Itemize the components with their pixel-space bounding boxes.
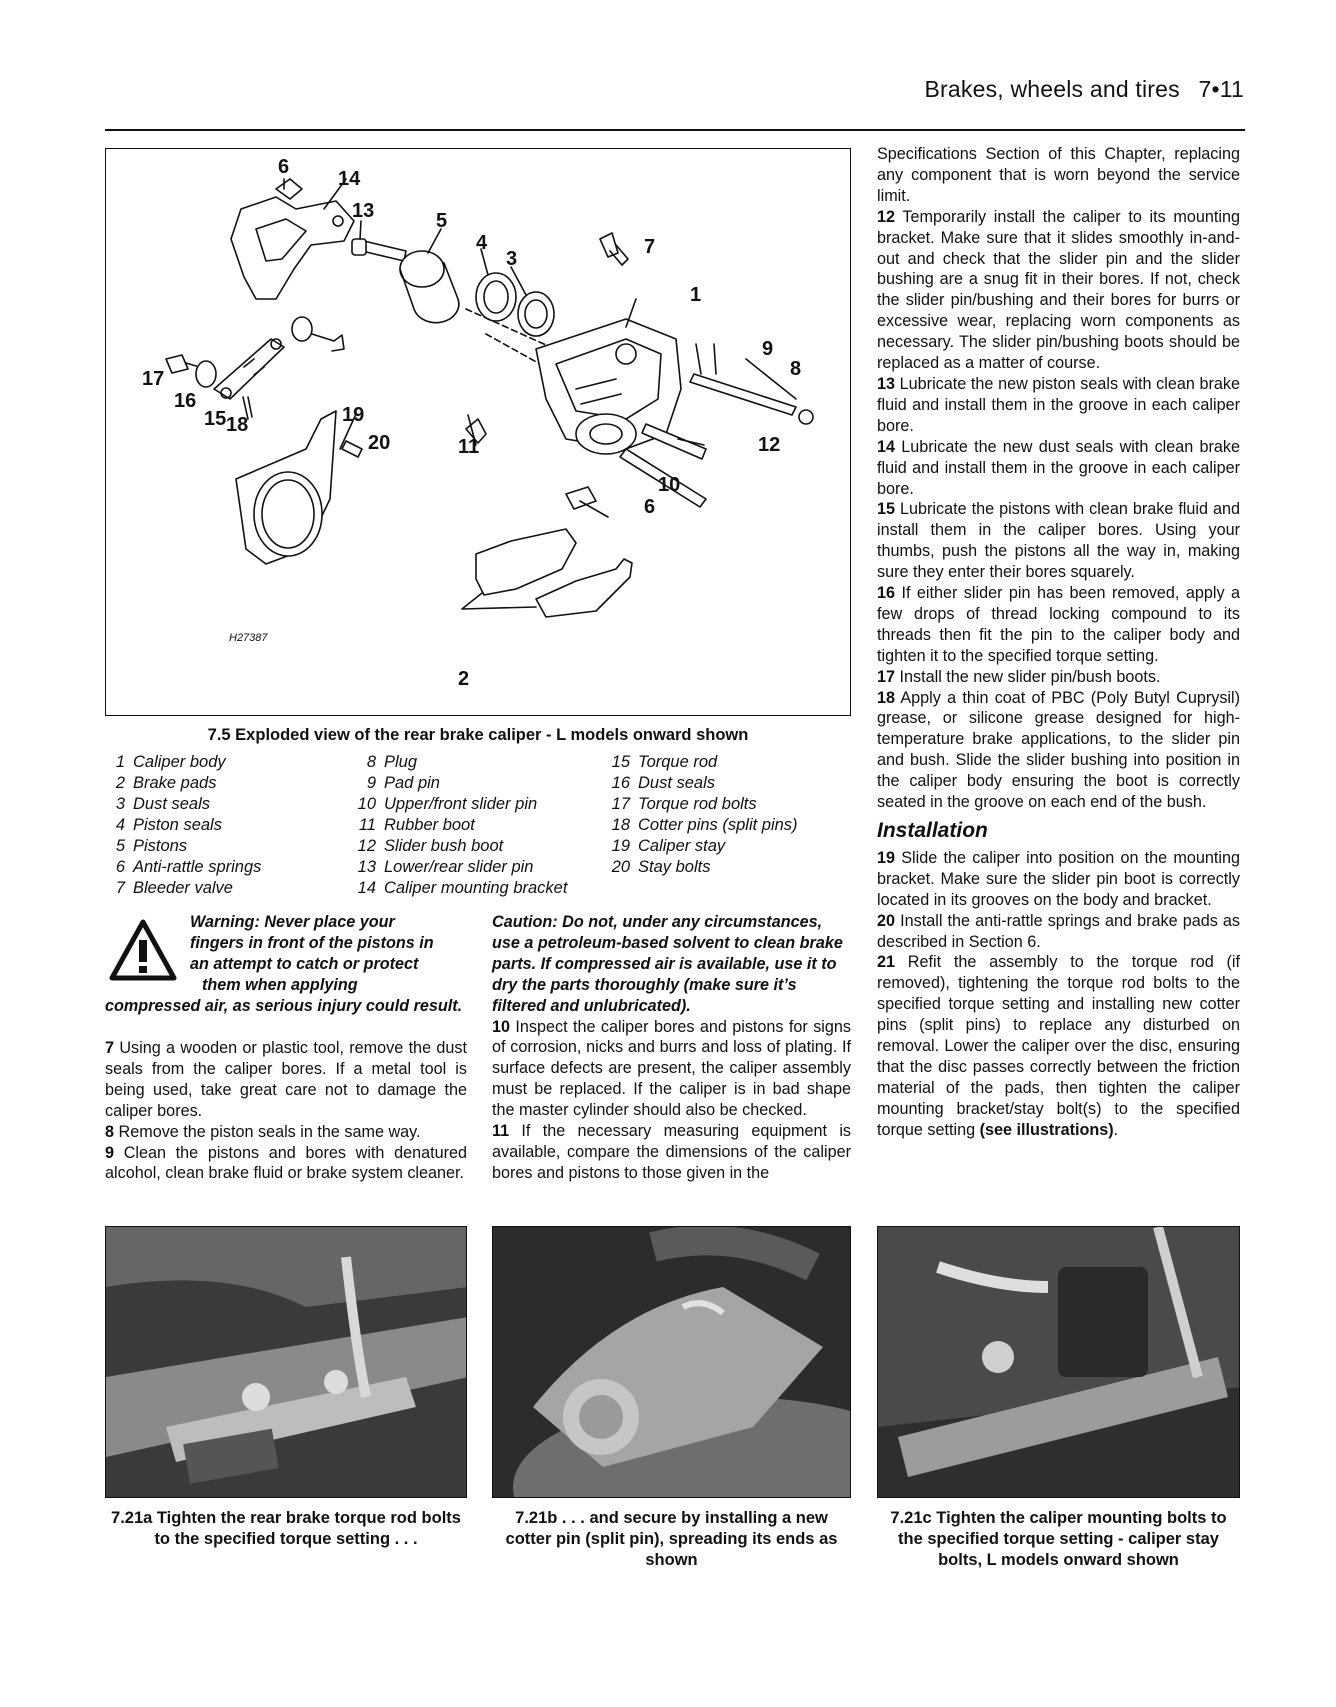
callout-label: 10 [658, 474, 681, 496]
legend-item: 10 Upper/front slider pin [357, 795, 538, 813]
page-header [925, 76, 1245, 103]
callout-label: 5 [436, 210, 448, 232]
chapter-title: Brakes, wheels and tires [924, 76, 1180, 102]
paragraph: 15 Lubricate the pistons with clean brake fluid and install them in the caliper bores. Using your thumbs, push the pistons all the way in, making sure they enter their bores squarely. [877, 500, 1241, 582]
photo-caption: 7.21c Tighten the caliper mounting bolts to the specified torque setting - caliper stay bolts, L models onward shown [890, 1509, 1227, 1569]
paragraph: 10 Inspect the caliper bores and pistons for signs of corrosion, nicks and burrs and loss of plating. If surface defects are present, the caliper assembly must be replaced. If the caliper is in bad shape the master cylinder should also be checked. [492, 1017, 851, 1120]
callout-label: 7 [644, 236, 656, 258]
legend-item: 7 Bleeder valve [115, 879, 233, 897]
column-1-text [105, 1038, 467, 1184]
paragraph: 20 Install the anti-rattle springs and brake pads as described in Section 6. [877, 911, 1240, 951]
column-3-text [877, 144, 1240, 1141]
legend-item: 18 Cotter pins (split pins) [611, 816, 798, 834]
callout-label: 14 [338, 168, 361, 190]
callout-label: 8 [790, 358, 802, 380]
paragraph: 7 Using a wooden or plastic tool, remove the dust seals from the caliper bores. If a metal tool is being used, take great care not to damage the caliper bores. [105, 1039, 467, 1120]
callout-label: 16 [174, 390, 197, 412]
photo-cotter-pin [492, 1226, 851, 1498]
caution-note: Caution: Do not, under any circumstances, use a petroleum-based solvent to clean brake parts. If compressed air is available, use it to dry the parts thoroughly (make sure it’s filtered and unlubricated). [492, 913, 843, 1015]
legend-item: 2 Brake pads [115, 774, 217, 792]
paragraph: 16 If either slider pin has been removed, apply a few drops of thread locking compound to its threads then fit the pin to the caliper body and tighten it to the specified torque setting. [877, 584, 1240, 665]
section-heading: Installation [877, 819, 988, 842]
paragraph: Specifications Section of this Chapter, replacing any component that is worn beyond the service limit. [877, 145, 1240, 205]
warning-icon [108, 918, 178, 987]
legend-item: 16 Dust seals [611, 774, 716, 792]
photo-caption: 7.21b . . . and secure by installing a new cotter pin (split pin), spreading its ends as shown [505, 1509, 838, 1569]
legend-item: 3 Dust seals [115, 795, 211, 813]
legend-item: 11 Rubber boot [358, 816, 475, 834]
callout-label: 20 [368, 432, 391, 454]
paragraph: 13 Lubricate the new piston seals with clean brake fluid and install them in the groove in each caliper bore. [877, 374, 1240, 435]
page-number: 7•11 [1198, 76, 1244, 102]
paragraph: 19 Slide the caliper into position on the mounting bracket. Make sure the slider pin boot is correctly located in its grooves on the body and bracket. [877, 848, 1240, 909]
legend-item: 19 Caliper stay [611, 837, 726, 855]
paragraph: 11 If the necessary measuring equipment is available, compare the dimensions of the caliper bores and pistons to those given in the [492, 1122, 852, 1182]
exploded-diagram [105, 148, 851, 716]
callout-label: 19 [342, 404, 365, 426]
legend-col-2 [346, 752, 567, 899]
legend-item: 8 Plug [366, 753, 418, 771]
diagram-ref-code: H27387 [229, 632, 268, 644]
callout-label: 1 [690, 284, 702, 306]
paragraph: 9 Clean the pistons and bores with denatured alcohol, clean brake fluid or brake system cleaner. [105, 1143, 467, 1183]
legend-item: 4 Piston seals [115, 816, 222, 834]
column-2-text [492, 912, 851, 1184]
photo-torque-rod-bolts [105, 1226, 467, 1498]
callout-label: 4 [476, 232, 488, 254]
legend-col-1 [105, 752, 261, 899]
paragraph: 17 Install the new slider pin/bush boots. [877, 667, 1161, 686]
callout-label: 13 [352, 200, 375, 222]
paragraph: 14 Lubricate the new dust seals with clean brake fluid and install them in the groove in each caliper bore. [877, 437, 1240, 498]
callout-label: 11 [458, 436, 480, 458]
legend-item: 15 Torque rod [611, 753, 718, 771]
caliper-diagram-drawing [106, 149, 852, 717]
legend-item: 14 Caliper mounting bracket [357, 879, 568, 897]
callout-label: 18 [226, 414, 249, 436]
callout-label: 3 [506, 248, 518, 270]
legend-item: 12 Slider bush boot [357, 837, 504, 855]
legend-item: 20 Stay bolts [611, 858, 711, 876]
legend-item: 9 Pad pin [366, 774, 440, 792]
paragraph: 12 Temporarily install the caliper to its mounting bracket. Make sure that it slides smoothly in-and-out and check that the slider pin and the slider bushing are a snug fit in their bores. If not, check the slider pin/bushing and their bores for burrs or excessive wear, replacing worn components as necessary. The slider pin/bushing boots should be replaced as a matter of course. [877, 207, 1240, 373]
legend-item: 1 Caliper body [115, 753, 226, 771]
photo-caption: 7.21a Tighten the rear brake torque rod bolts to the specified torque setting . . . [111, 1509, 461, 1548]
warning-text-rest: compressed air, as serious injury could result. [105, 997, 463, 1015]
callout-label: 15 [204, 408, 227, 430]
callout-label: 6 [644, 496, 656, 518]
legend-col-3 [600, 752, 798, 878]
warning-text-top: Warning: Never place your fingers in front of the pistons in an attempt to catch or protect them when applying [190, 913, 434, 994]
callout-label: 17 [142, 368, 165, 390]
callout-label: 12 [758, 434, 781, 456]
legend-item: 13 Lower/rear slider pin [357, 858, 534, 876]
callout-label: 9 [762, 338, 774, 360]
legend-item: 17 Torque rod bolts [611, 795, 757, 813]
figure-caption: 7.5 Exploded view of the rear brake caliper - L models onward shown [207, 726, 749, 744]
legend-item: 6 Anti-rattle springs [115, 858, 262, 876]
photo-caliper-mounting-bolts [877, 1226, 1240, 1498]
header-rule [105, 129, 1245, 131]
paragraph: 8 Remove the piston seals in the same way. [105, 1122, 421, 1141]
callout-label: 2 [458, 668, 470, 690]
paragraph: 21 Refit the assembly to the torque rod (if removed), tightening the torque rod bolts to the specified torque setting and installing new cotter pins (split pins) to replace any disturbed on removal. Lower the caliper over the disc, ensuring that the disc passes correctly between the friction material of the pads, then tighten the caliper mounting bracket/stay bolt(s) to the specified torque setting (see illustrations). [877, 953, 1241, 1139]
legend-item: 5 Pistons [115, 837, 188, 855]
paragraph: 18 Apply a thin coat of PBC (Poly Butyl Cuprysil) grease, or silicone grease designed for high-temperature brake applications, to the slider pin and bush. Slide the slider bushing into position in the caliper body ensuring the boot is correctly seated in the groove on each end of the bush. [877, 688, 1240, 812]
callout-label: 6 [278, 156, 290, 178]
